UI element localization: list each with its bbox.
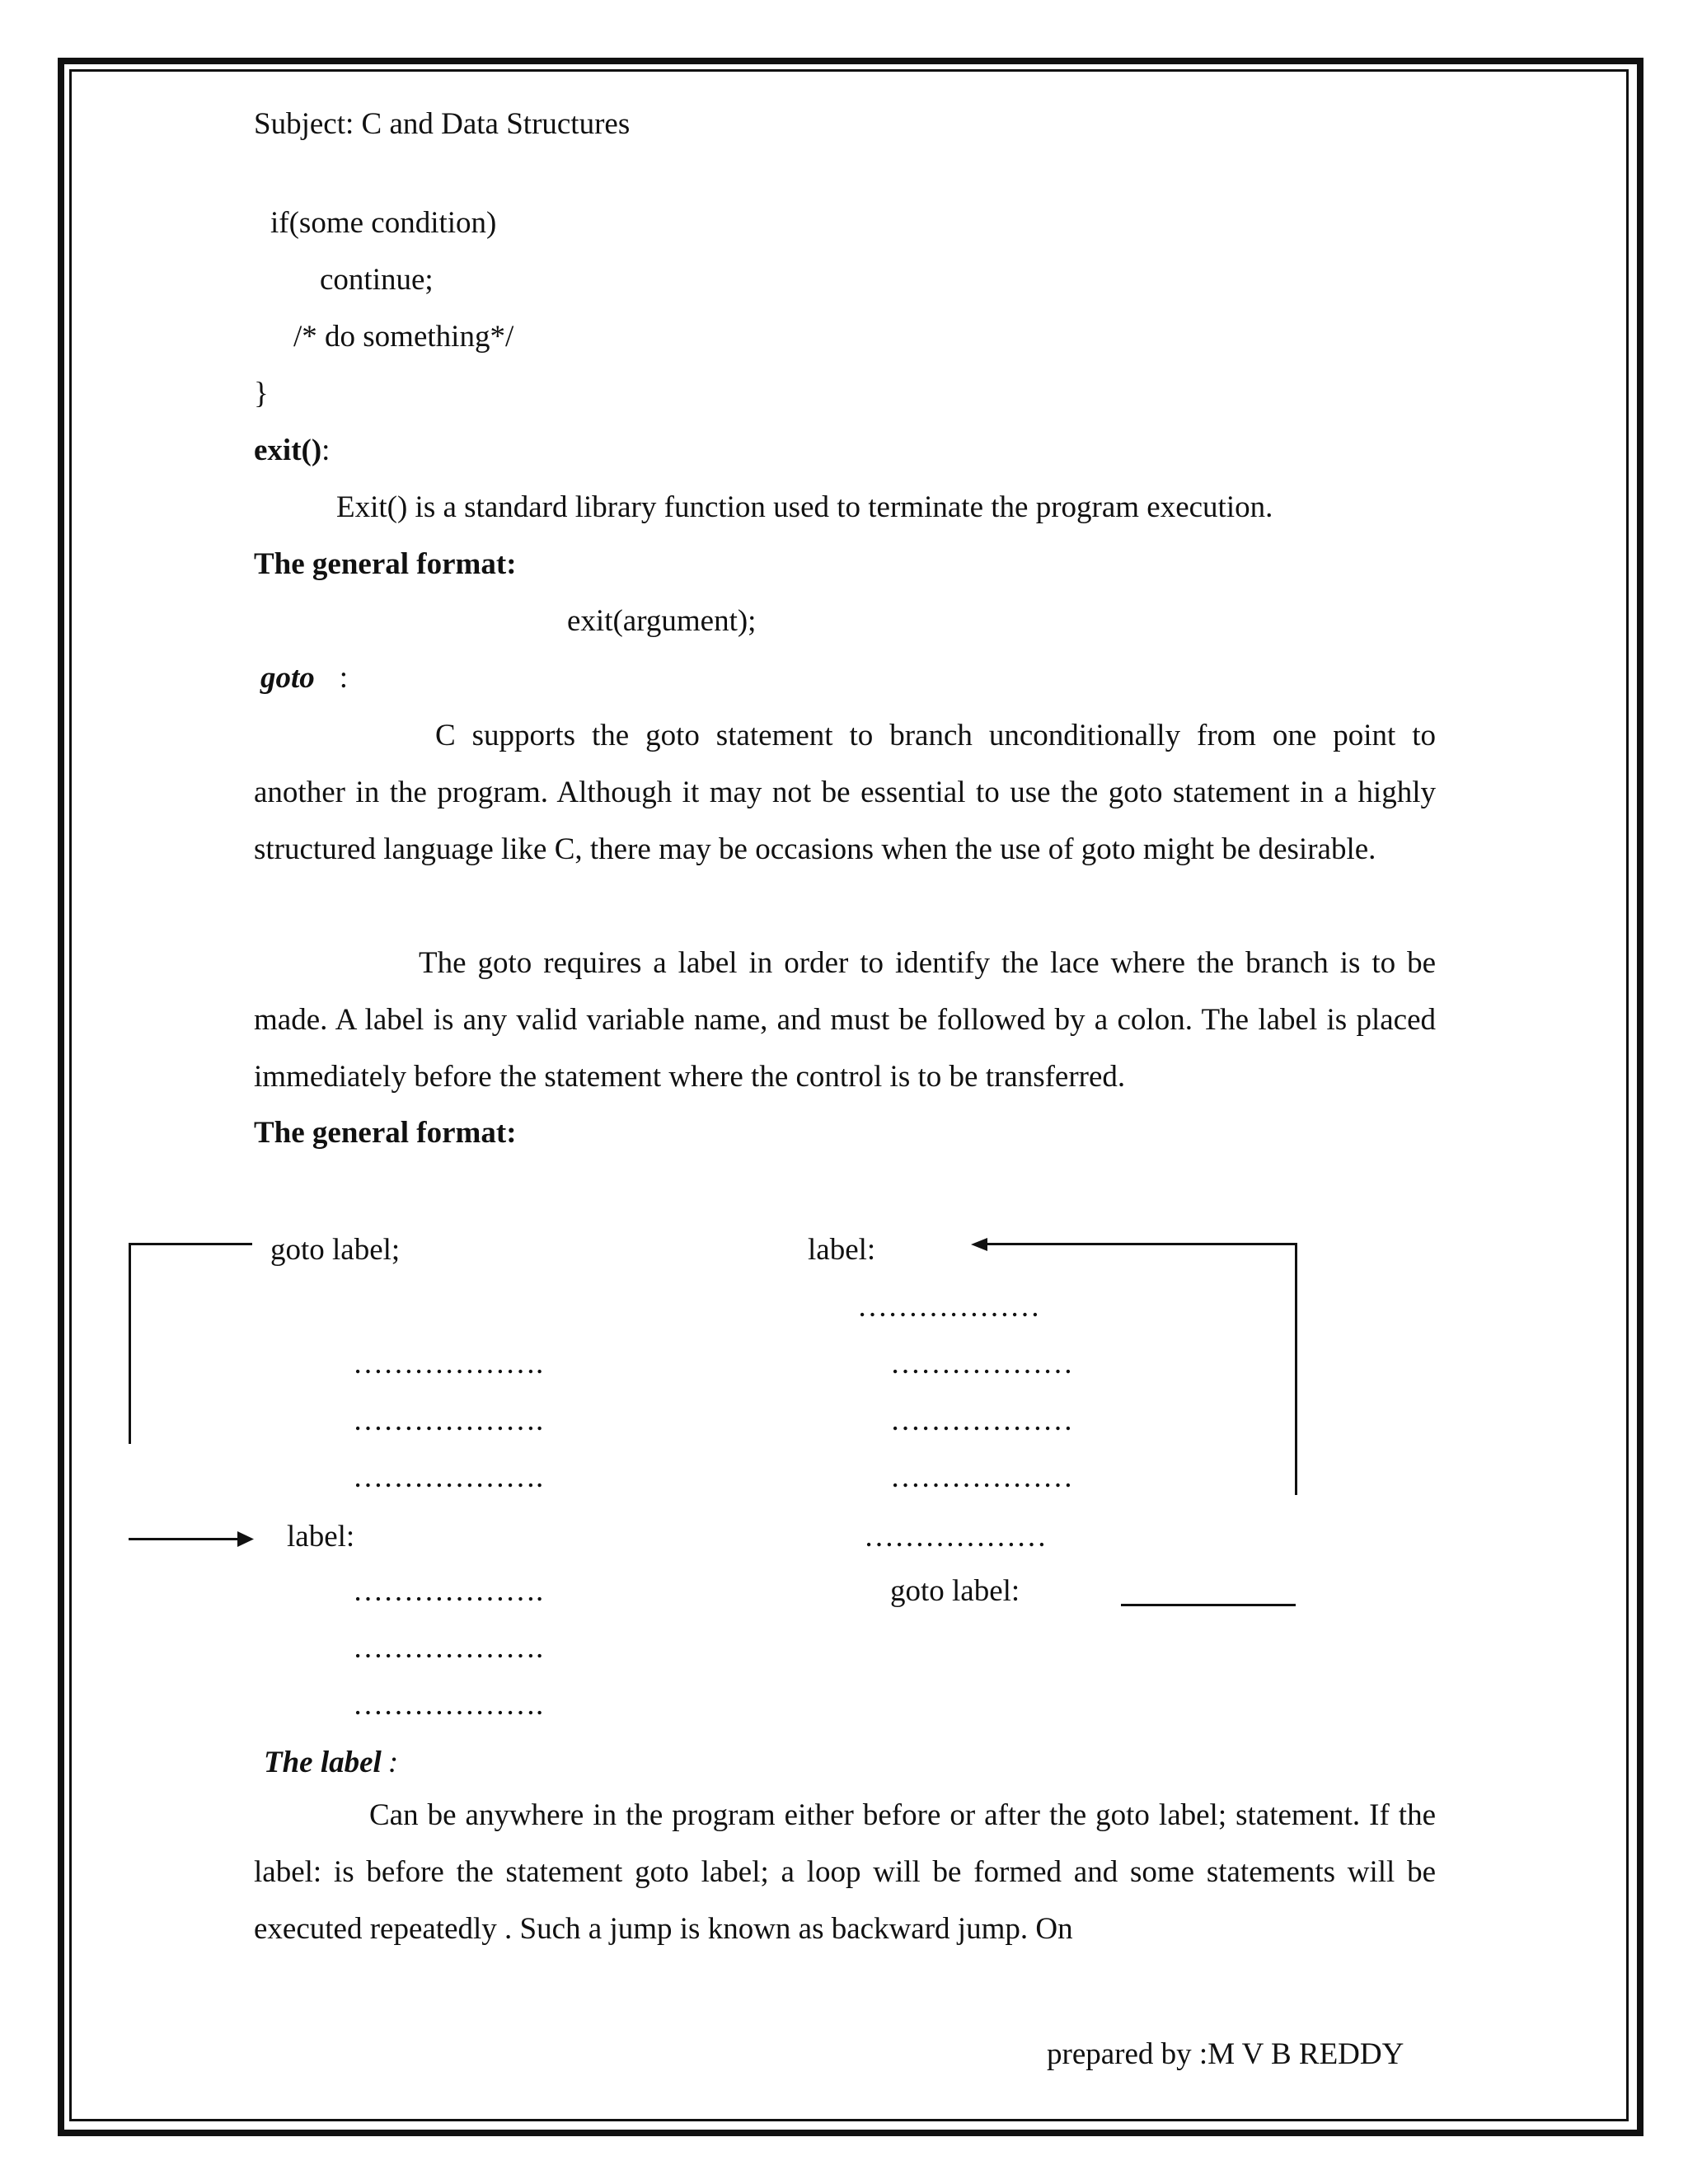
backward-dots-4: ……………… [890, 1460, 1073, 1494]
backward-jump-vertical-line [1295, 1243, 1297, 1495]
forward-label-statement: label: [287, 1520, 355, 1554]
backward-dots-1: ……………… [857, 1290, 1040, 1324]
code-if-line: if(some condition) [270, 206, 497, 240]
backward-label-statement: label: [808, 1233, 876, 1267]
backward-dots-3: ……………… [890, 1404, 1073, 1437]
forward-jump-top-line [129, 1243, 252, 1245]
goto-paragraph-2: The goto requires a label in order to identify the lace where the branch is to be made. A label is any valid variable name, and must be followed by a colon. The label is placed immediately before the statement where the control is to be transferred. [254, 946, 1436, 1094]
label-paragraph: Can be anywhere in the program either before or after the goto label; statement. If the label: is before the statement goto label; a loop will be formed and some statements will be executed repeatedly . Such a jump is known as backward jump. On [254, 1798, 1436, 1946]
goto-paragraph-1: C supports the goto statement to branch unconditionally from one point to another in the program. Although it may not be essential to use the goto statement in a highly structured language like C, there may be occasions when the use of goto might be desirable. [254, 719, 1436, 866]
code-comment-line: /* do something*/ [293, 320, 514, 354]
forward-dots-before-2: ………………. [353, 1404, 544, 1437]
goto-heading: goto : [260, 661, 349, 695]
exit-heading: exit(): [254, 434, 331, 467]
backward-dots-5: ……………… [864, 1520, 1047, 1554]
goto-format-heading: The general format: [254, 1116, 517, 1150]
backward-goto-statement: goto label: [890, 1574, 1020, 1608]
subject-header: Subject: C and Data Structures [254, 107, 631, 141]
backward-jump-arrowhead-icon [971, 1238, 987, 1251]
exit-description: Exit() is a standard library function used to terminate the program execution. [336, 490, 1273, 524]
exit-format-heading: The general format: [254, 547, 517, 581]
label-heading: The label : [264, 1746, 399, 1779]
forward-dots-after-3: ………………. [353, 1688, 544, 1722]
forward-jump-arrowhead-icon [237, 1531, 254, 1548]
forward-dots-before-1: ………………. [353, 1347, 544, 1380]
forward-dots-after-2: ………………. [353, 1631, 544, 1665]
code-continue-line: continue; [320, 263, 434, 297]
backward-jump-top-line [986, 1243, 1297, 1245]
forward-jump-arrow-line [129, 1538, 244, 1540]
forward-dots-after-1: ………………. [353, 1574, 544, 1608]
code-close-brace: } [254, 377, 269, 410]
backward-dots-2: ……………… [890, 1347, 1073, 1380]
footer-prepared-by: prepared by :M V B REDDY [1047, 2037, 1404, 2071]
exit-format-code: exit(argument); [567, 604, 757, 638]
forward-goto-statement: goto label; [270, 1233, 401, 1267]
backward-jump-bottom-line [1121, 1604, 1296, 1606]
forward-jump-vertical-line [129, 1243, 131, 1444]
forward-dots-before-3: ………………. [353, 1460, 544, 1494]
